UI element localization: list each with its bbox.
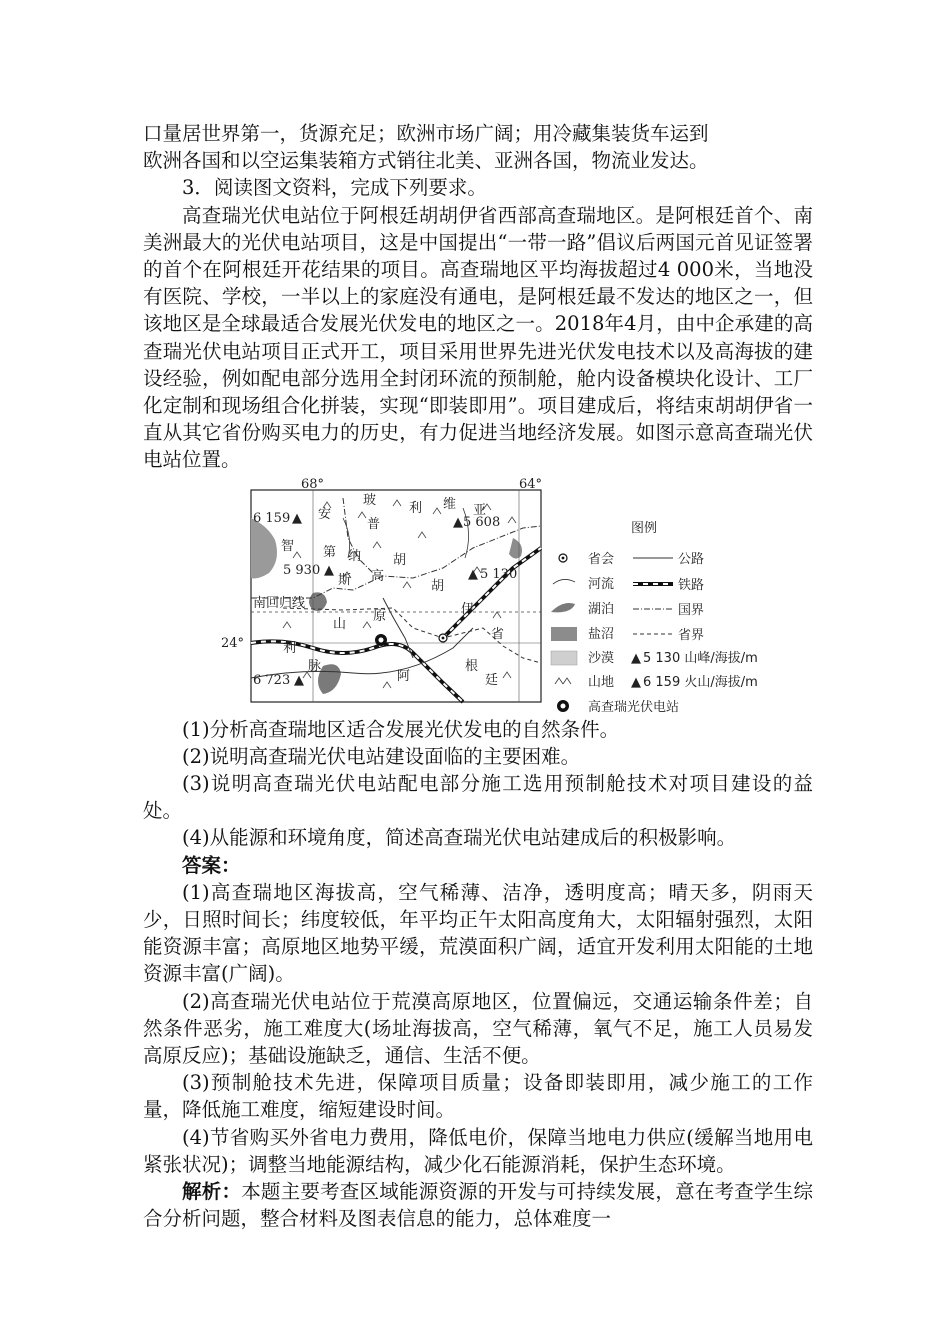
legend-desert-icon [551,651,577,665]
place-char: 安 [318,506,332,522]
place-char: 斯 [338,572,352,588]
location-map-figure [143,478,813,714]
answer: (3)预制舱技术先进，保障项目质量；设备即装即用，减少施工的工作量，降低施工难度，缩短建设时间。 [143,1071,813,1122]
legend-desert: 沙漠 [588,650,615,666]
location-map [143,478,813,714]
legend-mountain-icon [555,678,571,684]
place-char: 山 [333,616,347,632]
place-char: 脉 [308,658,322,674]
legend-road: 公路 [678,551,705,567]
place-char: 胡 [393,552,407,568]
place-char: 廷 [485,672,499,688]
legend-capital: 省会 [588,551,615,567]
legend-railway: 铁路 [678,577,705,593]
peak-label: 6 723 [253,672,291,688]
place-char: 普 [367,516,381,532]
svg-text:▲: ▲ [292,510,302,526]
answer: (2)高查瑞光伏电站位于荒漠高原地区，位置偏远，交通运输条件差；自然条件恶劣，施工难度大(场址海拔高，空气稀薄，氧气不足，施工人员易发高原反应)；基础设施缺乏，通信、生活不便。 [143,989,813,1068]
svg-text:▲: ▲ [631,674,641,690]
svg-text:▲: ▲ [453,514,463,530]
svg-text:▲: ▲ [294,672,304,688]
peak-label: 6 159 [253,510,291,526]
legend-river-icon [553,579,575,584]
document-page [143,120,813,1233]
place-char: 省 [491,626,505,642]
place-char: 根 [465,658,479,674]
legend-title: 图例 [631,520,658,536]
analysis-paragraph [143,1178,813,1232]
legend-lake-icon [551,603,575,612]
place-char: 玻 [363,492,377,508]
legend-lake: 湖泊 [588,601,615,617]
legend-volcano: 6 159 火山/海拔/m [643,674,758,690]
lon-right-label: 64° [519,477,543,492]
lat-label: 24° [221,635,245,651]
place-char: 原 [373,608,387,624]
legend-peak: 5 130 山峰/海拔/m [643,650,758,666]
peak-label: 5 130 [480,566,518,582]
place-char: 阿 [397,668,411,684]
subquestion: (4)从能源和环境角度，简述高查瑞光伏电站建成后的积极影响。 [182,826,737,850]
svg-text:▲: ▲ [324,562,334,578]
place-char: 利 [283,640,297,656]
legend-salt-icon [551,627,577,641]
intro-line: 欧洲各国和以空运集装箱方式销往北美、亚洲各国，物流业发达。 [143,149,709,173]
legend-province: 省界 [678,627,705,643]
peak-label: 5 608 [463,514,501,530]
answer: (1)高查瑞地区海拔高，空气稀薄、洁净，透明度高；晴天多，阴雨天少，日照时间长；纬度较低，年平均正午太阳高度角大，太阳辐射强烈，太阳能资源丰富；高原地区地势平缓，荒漠面积广阔，适宜开发利用太阳能的土地资源丰富(广阔)。 [143,880,813,986]
tropic-label: 南回归线 [253,595,306,611]
legend-mountain: 山地 [588,674,615,690]
passage: 高查瑞光伏电站位于阿根廷胡胡伊省西部高查瑞地区。是阿根廷首个、南美洲最大的光伏电站项目，这是中国提出“一带一路”倡议后两国元首见证签署的首个在阿根廷开花结果的项目。高查瑞地区平均海拔超过4 000米，当地没有医院、学校，一半以上的家庭没有通电，是阿根廷最不发达的地区之一，但该地区是全球最适合发展光伏发电的地区之一。2018年4月，由中企承建的高查瑞光伏电站项目正式开工，项目采用世界先进光伏发电技术以及高海拔的建设经验，例如配电部分选用全封闭环流的预制舱，舱内设备模块化设计、工厂化定制和现场组合化拼装，实现“即装即用”。项目建成后，将结束胡胡伊省一直从其它省份购买电力的历史，有力促进当地经济发展。如图示意高查瑞光伏电站位置。 [143,203,813,472]
answer: (4)节省购买外省电力费用，降低电价，保障当地电力供应(缓解当地用电紧张状况)；调整当地能源结构，减少化石能源消耗，保护生态环境。 [143,1125,813,1176]
subquestion: (1)分析高查瑞地区适合发展光伏发电的自然条件。 [182,717,620,741]
analysis-text: 本题主要考查区域能源资源的开发与可持续发展，意在考查学生综合分析问题，整合材料及图表信息的能力，总体难度一 [143,1180,813,1231]
place-char: 高 [371,568,385,584]
legend-station: 高查瑞光伏电站 [588,699,680,714]
question-title: 3．阅读图文资料，完成下列要求。 [182,176,487,200]
legend-river: 河流 [588,576,615,592]
place-char: 胡 [431,578,445,594]
svg-text:▲: ▲ [631,650,641,666]
svg-text:▲: ▲ [468,566,478,582]
place-char: 伊 [461,601,475,617]
legend-salt: 盐沼 [588,626,615,642]
subquestion: (2)说明高查瑞光伏电站建设面临的主要困难。 [182,744,581,768]
place-char: 智 [281,538,295,554]
place-char: 亚 [473,502,487,518]
place-char: 利 [409,500,423,516]
analysis-label: 解析： [182,1180,242,1204]
place-char: 第 [323,544,337,560]
place-char: 维 [443,496,457,512]
answer-label: 答案： [182,853,241,877]
intro-line: 口量居世界第一，货源充足；欧洲市场广阔；用冷藏集装货车运到 [143,122,709,145]
place-char: 纳 [348,548,362,564]
legend-border: 国界 [678,602,705,618]
subquestion: (3)说明高查瑞光伏电站配电部分施工选用预制舱技术对项目建设的益处。 [143,772,813,823]
lon-left-label: 68° [301,477,325,492]
peak-label: 5 930 [283,562,321,578]
